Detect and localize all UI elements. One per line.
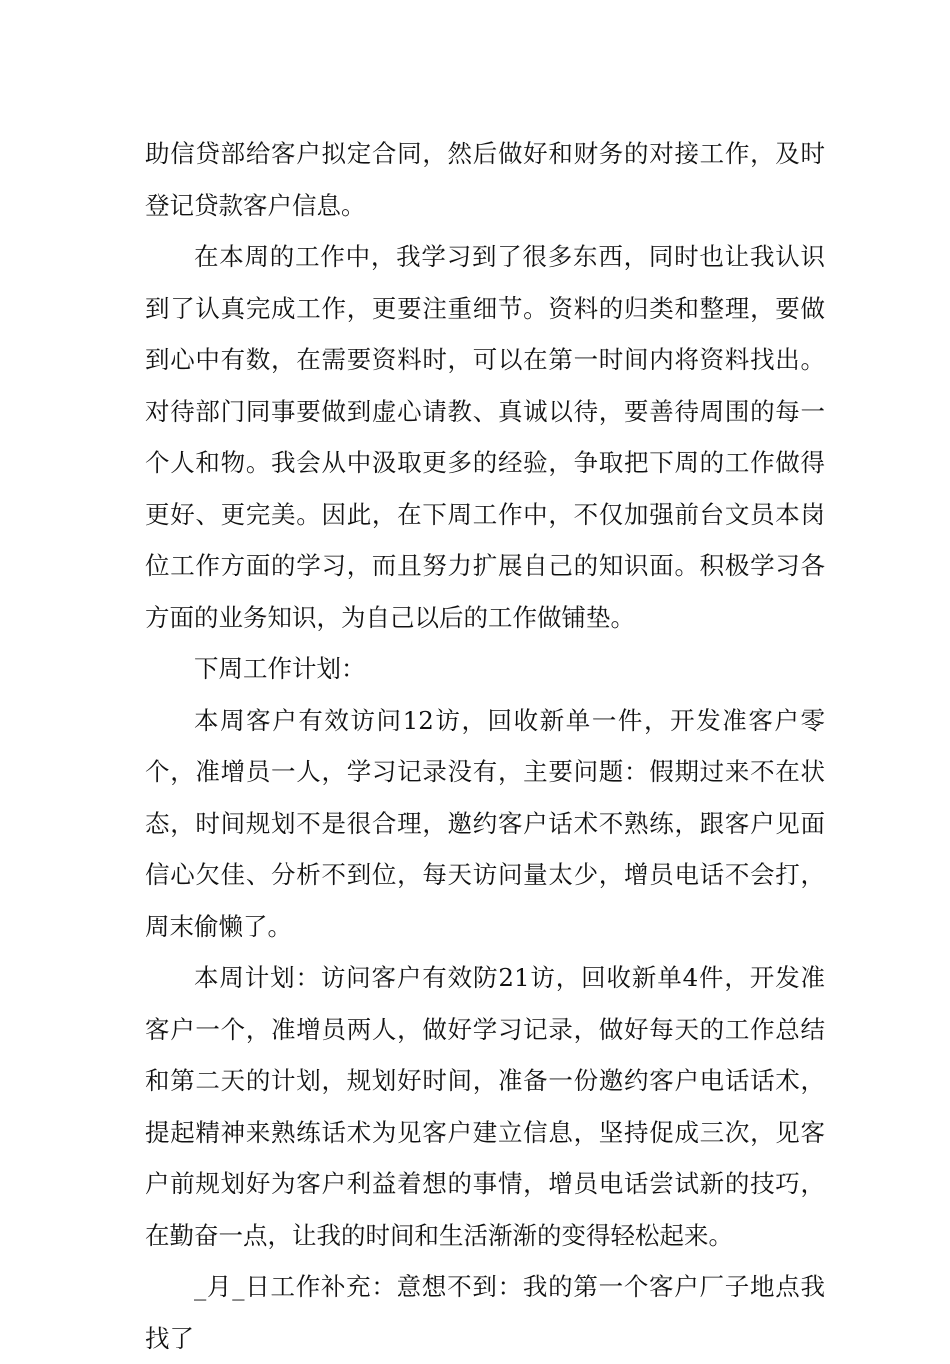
paragraph-5: 本周计划：访问客户有效防21访，回收新单4件，开发准客户一个，准增员两人，做好学习记录，做好每天的工作总结和第二天的计划，规划好时间，准备一份邀约客户电话话术，提起精神来熟练话术为见客户建立信息，坚持促成三次，见客户前规划好为客户利益着想的事情，增员电话尝试新的技巧，在勤奋一点，让我的时间和生活渐渐的变得轻松起来。 (145, 963, 825, 1250)
document-body (145, 128, 825, 1364)
paragraph-4: 本周客户有效访问12访，回收新单一件，开发准客户零个，准增员一人，学习记录没有，主要问题：假期过来不在状态，时间规划不是很合理，邀约客户话术不熟练，跟客户见面信心欠佳、分析不到位，每天访问量太少，增员电话不会打，周末偷懒了。 (145, 705, 825, 941)
paragraph-6: _月_日工作补充：意想不到：我的第一个客户厂子地点我找了 (145, 1272, 825, 1353)
paragraph-2: 在本周的工作中，我学习到了很多东西，同时也让我认识到了认真完成工作，更要注重细节。资料的归类和整理，要做到心中有数，在需要资料时，可以在第一时间内将资料找出。对待部门同事要做到虚心请教、真诚以待，要善待周围的每一个人和物。我会从中汲取更多的经验，争取把下周的工作做得更好、更完美。因此，在下周工作中，不仅加强前台文员本岗位工作方面的学习，而且努力扩展自己的知识面。积极学习各方面的业务知识，为自己以后的工作做铺垫。 (145, 242, 825, 632)
paragraph-3-heading: 下周工作计划： (194, 654, 366, 683)
paragraph-1: 助信贷部给客户拟定合同，然后做好和财务的对接工作，及时登记贷款客户信息。 (145, 139, 825, 220)
